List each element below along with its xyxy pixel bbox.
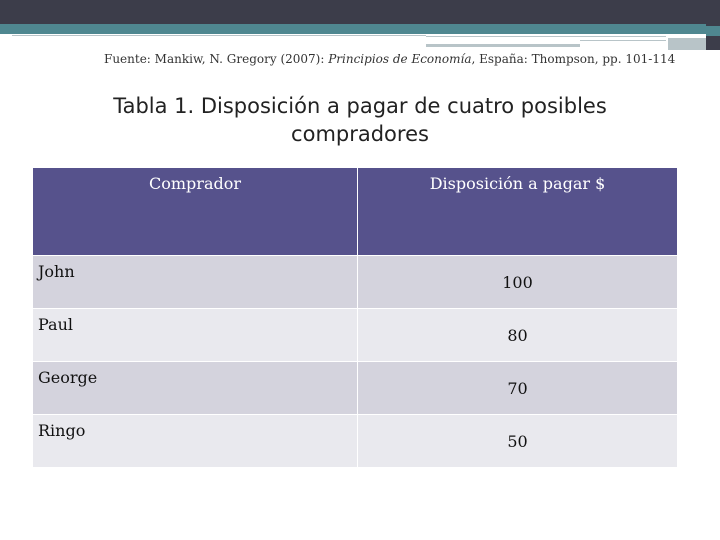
source-prefix: Fuente: Mankiw, N. Gregory (2007):	[104, 52, 329, 66]
divider-line	[668, 38, 706, 50]
header-disposicion: Disposición a pagar $	[358, 168, 678, 256]
buyers-table	[32, 167, 678, 468]
table-row	[33, 256, 678, 309]
header-comprador: Comprador	[33, 168, 358, 256]
buyer-name: George	[33, 362, 358, 415]
buyer-value: 80	[358, 309, 678, 362]
table-row	[33, 415, 678, 468]
divider-line	[426, 36, 666, 37]
buyer-value: 100	[358, 256, 678, 309]
top-bar-teal	[0, 24, 706, 34]
divider-line	[426, 44, 580, 47]
source-suffix: , España: Thompson, pp. 101-114	[471, 52, 676, 66]
table-row	[33, 362, 678, 415]
buyer-name: John	[33, 256, 358, 309]
divider-line	[12, 35, 426, 36]
source-book-title: Principios de Economía	[328, 52, 472, 66]
title-line-1: Tabla 1. Disposición a pagar de cuatro posibles	[113, 94, 607, 118]
table-row	[33, 309, 678, 362]
table-header-row	[33, 168, 678, 256]
source-citation	[104, 52, 704, 66]
top-right-block	[706, 0, 720, 50]
page-title	[60, 92, 660, 148]
buyer-value: 50	[358, 415, 678, 468]
top-right-teal	[706, 26, 720, 36]
top-bar-dark	[0, 0, 706, 24]
buyer-name: Ringo	[33, 415, 358, 468]
buyer-value: 70	[358, 362, 678, 415]
buyer-name: Paul	[33, 309, 358, 362]
title-line-2: compradores	[291, 122, 429, 146]
divider-line	[580, 40, 666, 41]
